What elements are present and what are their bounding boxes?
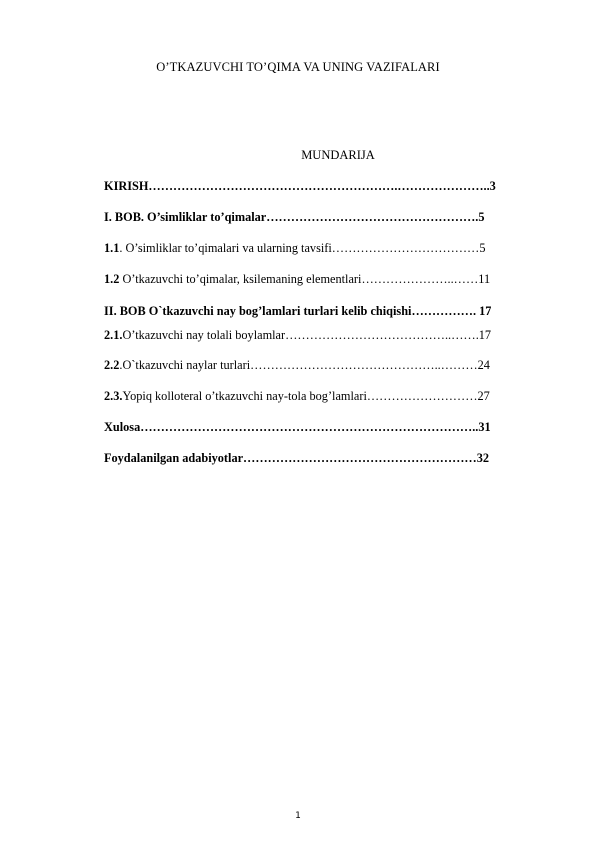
toc-entry-2-2[interactable]	[104, 357, 490, 373]
toc-entry-1-2[interactable]	[104, 271, 490, 287]
toc-entry-chapter-1[interactable]	[104, 209, 485, 225]
toc-entry-number: 2.2	[104, 358, 120, 372]
toc-entry-number: 2.1.	[104, 328, 123, 342]
toc-entry-2-3[interactable]	[104, 388, 490, 404]
toc-entry-text: . O’simliklar to’qimalari va ularning tavsifi………………………………5	[119, 241, 486, 255]
toc-entry-text: Xulosa………………………………………………………………………..31	[104, 420, 491, 434]
contents-heading: MUNDARIJA	[301, 148, 375, 162]
toc-entry-text: I. BOB. O’simliklar to’qimalar…………………………………………….5	[104, 210, 485, 224]
toc-entry-text: O’tkazuvchi nay tolali boylamlar…………………………………..…….17	[122, 328, 492, 342]
toc-entry-kirish[interactable]	[104, 178, 496, 194]
toc-entry-text: .O`tkazuvchi naylar turlari………………………………………..………24	[119, 358, 490, 372]
toc-entry-text: O’tkazuvchi to’qimalar, ksilemaning elementlari…………………..……11	[119, 272, 491, 286]
page-number: 1	[295, 811, 301, 821]
toc-entry-number: 1.2	[104, 272, 120, 286]
toc-entry-text: KIRISH…………………………………………………….…………………..3	[104, 179, 496, 193]
toc-entry-text: II. BOB O`tkazuvchi nay bog’lamlari turlari kelib chiqishi……………. 17	[104, 304, 492, 318]
toc-entry-references[interactable]	[104, 450, 489, 466]
toc-entry-1-1[interactable]	[104, 240, 486, 256]
toc-entry-text: Yopiq kolloteral o’tkazuvchi nay-tola bog’lamlari………………………27	[122, 389, 490, 403]
toc-entry-xulosa[interactable]	[104, 419, 491, 435]
document-title: O’TKAZUVCHI TO’QIMA VA UNING VAZIFALARI	[156, 60, 440, 74]
toc-entry-text: Foydalanilgan adabiyotlar…………………………………………………32	[104, 451, 489, 465]
toc-entry-chapter-2[interactable]	[104, 303, 491, 319]
toc-entry-number: 1.1	[104, 241, 120, 255]
toc-entry-2-1[interactable]	[104, 327, 491, 343]
toc-entry-number: 2.3.	[104, 389, 123, 403]
